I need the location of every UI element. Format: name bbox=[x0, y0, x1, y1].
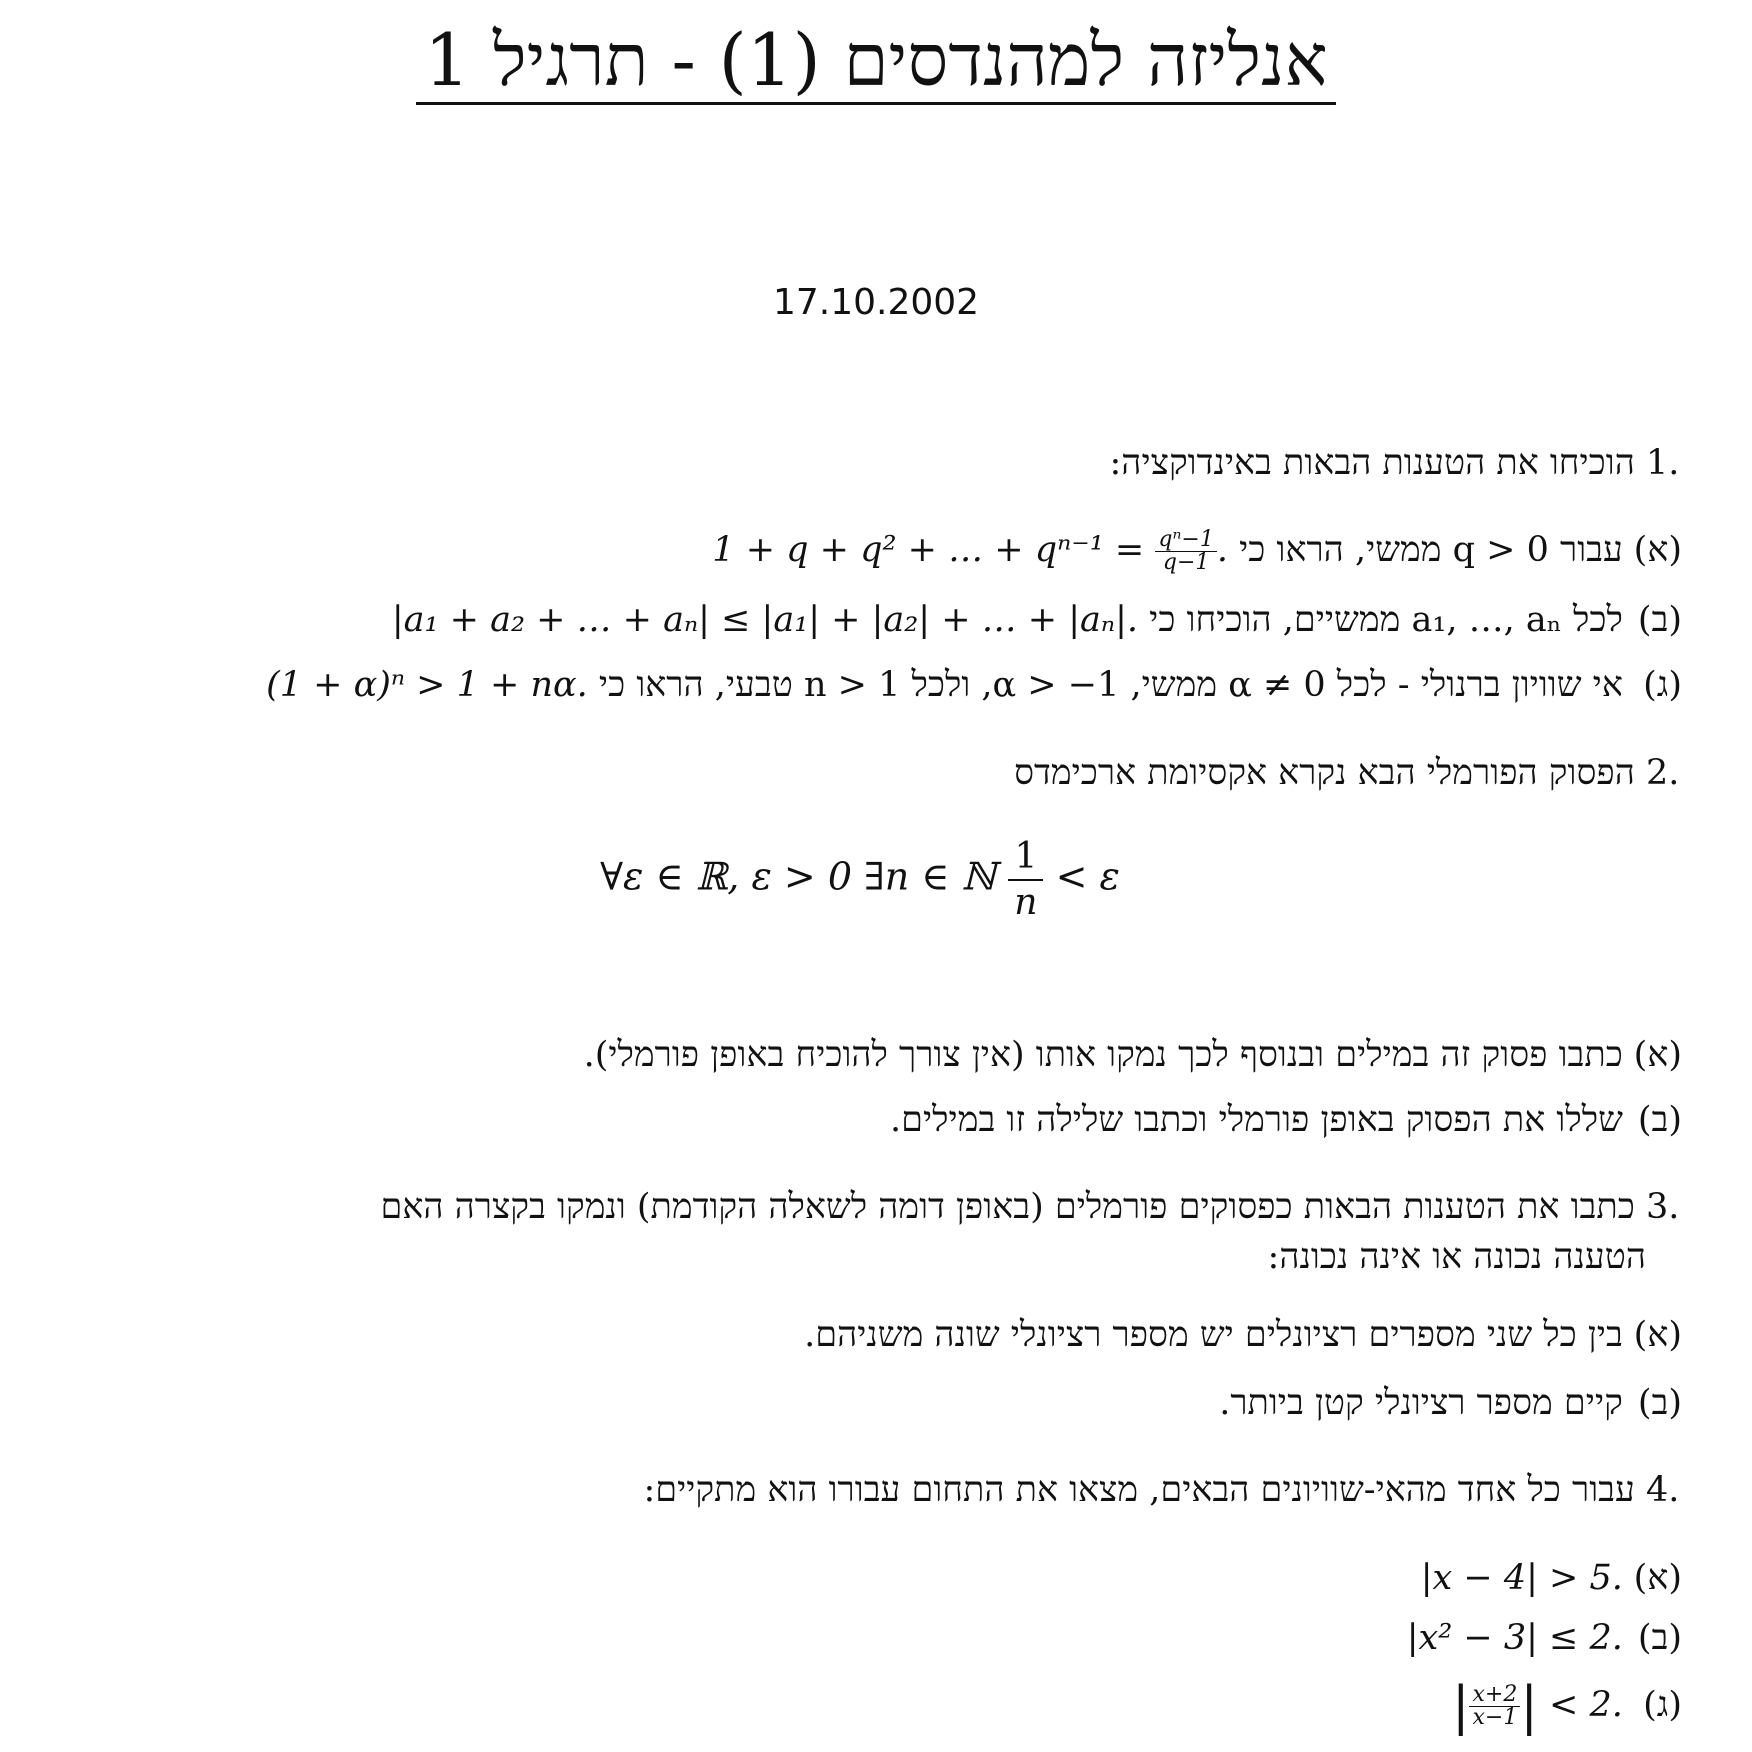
fraction: $\frac{x+2}{x-1}$ bbox=[1469, 1684, 1520, 1729]
item-formula: (1 + α)ⁿ > 1 + nα. bbox=[266, 665, 588, 705]
item-label: (ב) bbox=[1637, 600, 1682, 640]
question-number: .2 bbox=[1646, 753, 1680, 793]
question-3-continued: הטענה נכונה או אינה נכונה: bbox=[1267, 1237, 1646, 1277]
item-text: לכל a₁, …, aₙ ממשיים, הוכיחו כי bbox=[1149, 600, 1623, 640]
question-number: .4 bbox=[1646, 1470, 1680, 1510]
q2-item-b bbox=[890, 1095, 1682, 1145]
question-number: .1 bbox=[1646, 443, 1680, 483]
item-formula: 1 + q + q² + … + qⁿ⁻¹ = $\frac{\text{qⁿ−1}}{q-1}$ . bbox=[712, 527, 1228, 575]
q4-item-c bbox=[1451, 1676, 1682, 1737]
item-formula: |x − 4| > 5. bbox=[1420, 1558, 1623, 1598]
fraction: $\frac{\text{qⁿ−1}}{q-1}$ bbox=[1155, 529, 1216, 574]
question-number: .3 bbox=[1646, 1187, 1680, 1227]
q4-item-b bbox=[1407, 1613, 1682, 1663]
item-label: (ג) bbox=[1643, 1685, 1682, 1725]
question-text: הפסוק הפורמלי הבא נקרא אקסיומת ארכימדס bbox=[1014, 753, 1635, 793]
item-text: בין כל שני מספרים רציונלים יש מספר רציונלי שונה משניהם. bbox=[804, 1315, 1623, 1355]
item-formula: | $\frac{x+2}{x-1}$ | < 2. bbox=[1451, 1676, 1623, 1737]
date: 17.10.2002 bbox=[772, 282, 980, 323]
item-label: (א) bbox=[1633, 530, 1682, 570]
q1-item-a bbox=[712, 525, 1682, 575]
item-label: (א) bbox=[1633, 1558, 1682, 1598]
item-label: (ב) bbox=[1637, 1100, 1682, 1140]
question-1 bbox=[1110, 438, 1692, 488]
fraction: $\frac{1}{n}$ bbox=[1008, 835, 1043, 925]
q3-item-a bbox=[804, 1310, 1682, 1360]
question-text: הוכיחו את הטענות הבאות באינדוקציה: bbox=[1109, 443, 1635, 483]
item-label: (ב) bbox=[1637, 1383, 1682, 1423]
item-label: (ב) bbox=[1637, 1618, 1682, 1658]
item-label: (ג) bbox=[1643, 665, 1682, 705]
item-formula: |a₁ + a₂ + … + aₙ| ≤ |a₁| + |a₂| + … + |aₙ|. bbox=[391, 600, 1139, 640]
q3-item-b bbox=[1219, 1378, 1682, 1428]
archimedes-formula: ∀ε ∈ ℝ, ε > 0 ∃n ∈ ℕ $\frac{1}{n}$ < ε bbox=[600, 836, 1120, 923]
q1-item-b bbox=[392, 595, 1682, 645]
item-label: (א) bbox=[1633, 1315, 1682, 1355]
q1-item-c bbox=[266, 660, 1682, 710]
item-text: עבור q > 0 ממשי, הראו כי bbox=[1239, 530, 1623, 570]
item-label: (א) bbox=[1633, 1035, 1682, 1075]
item-text: אי שוויון ברנולי - לכל α ≠ 0 ממשי, α > −1, ולכל n > 1 טבעי, הראו כי bbox=[598, 665, 1623, 705]
q2-item-a bbox=[584, 1030, 1682, 1080]
page-title: אנליזה למהנדסים (1) - תרגיל 1 bbox=[0, 10, 1752, 110]
question-text: כתבו את הטענות הבאות כפסוקים פורמלים (באופן דומה לשאלה הקודמת) ונמקו בקצרה האם bbox=[380, 1187, 1635, 1227]
q4-item-a bbox=[1421, 1553, 1682, 1603]
question-text: עבור כל אחד מהאי-שוויונים הבאים, מצאו את התחום עבורו הוא מתקיים: bbox=[643, 1470, 1635, 1510]
item-text: שללו את הפסוק באופן פורמלי וכתבו שלילה זו במילים. bbox=[890, 1100, 1623, 1140]
item-formula: |x² − 3| ≤ 2. bbox=[1406, 1618, 1623, 1658]
question-2 bbox=[1014, 748, 1692, 798]
question-3 bbox=[381, 1182, 1692, 1232]
question-4 bbox=[643, 1465, 1692, 1515]
item-text: כתבו פסוק זה במילים ובנוסף לכך נמקו אותו (אין צורך להוכיח באופן פורמלי). bbox=[583, 1035, 1623, 1075]
item-text: קיים מספר רציונלי קטן ביותר. bbox=[1219, 1383, 1623, 1423]
